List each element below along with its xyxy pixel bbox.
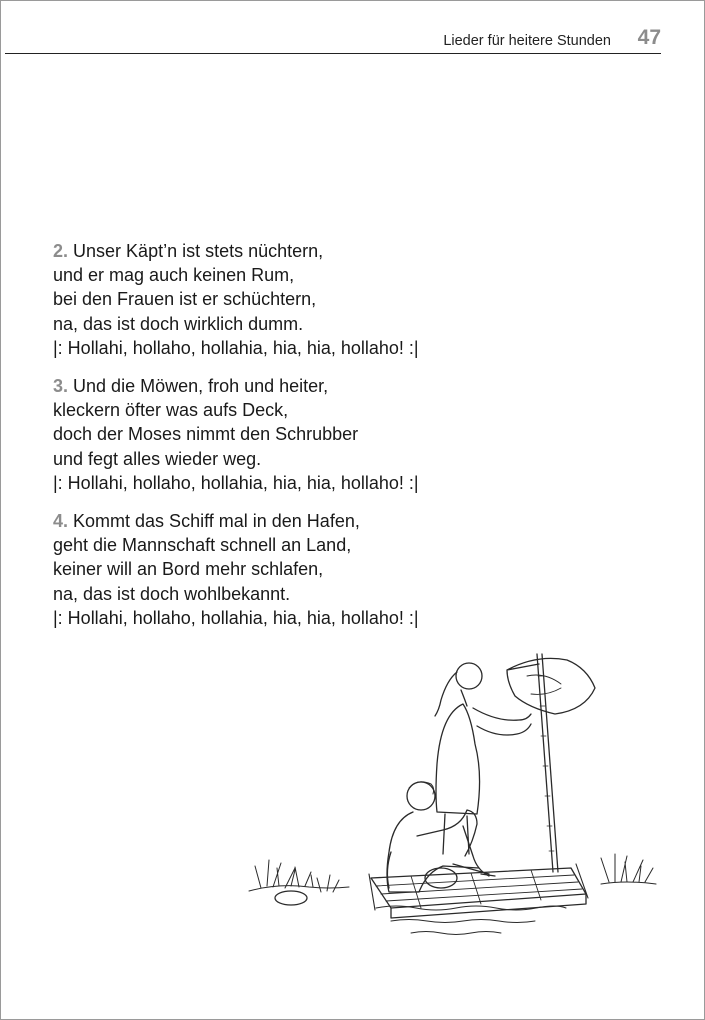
stanza-line: geht die Mannschaft schnell an Land, [53,535,352,556]
stanza-line [53,509,653,533]
verse-text: Und die Möwen, froh und heiter, [73,376,329,397]
stanza-number: 4. [53,511,69,532]
stanza-line [53,239,653,263]
stanza-line: bei den Frauen ist er schüchtern, [53,289,317,310]
stanza-line: keiner will an Bord mehr schlafen, [53,559,324,580]
stanza-line: doch der Moses nimmt den Schrubber [53,424,359,445]
running-title: Lieder für heitere Stunden [443,33,611,49]
stanza-line: kleckern öfter was aufs Deck, [53,400,289,421]
page-number: 47 [637,26,661,49]
verse-text: Unser Käpt’n ist stets nüchtern, [73,241,324,261]
stanza-number: 2. [53,241,69,261]
stanza-number: 3. [53,376,69,397]
stanza-line: na, das ist doch wirklich dumm. [53,313,304,334]
stanza-line: und er mag auch keinen Rum, [53,265,295,286]
stanza-line: und fegt alles wieder weg. [53,448,262,469]
refrain-line: |: Hollahi, hollaho, hollahia, hia, hia, hollaho! :| [53,472,419,493]
raft-children-sketch-icon [241,646,671,946]
stanza-3 [53,374,653,495]
stanza-line [53,374,653,398]
stanza-2 [53,239,653,360]
song-text [53,239,653,644]
refrain-line: |: Hollahi, hollaho, hollahia, hia, hia, hollaho! :| [53,607,419,628]
page-header [5,23,661,54]
refrain-line: |: Hollahi, hollaho, hollahia, hia, hia, hollaho! :| [53,337,419,358]
stanza-4 [53,509,653,630]
stanza-line: na, das ist doch wohlbekannt. [53,583,291,604]
verse-text: Kommt das Schiff mal in den Hafen, [73,511,360,532]
